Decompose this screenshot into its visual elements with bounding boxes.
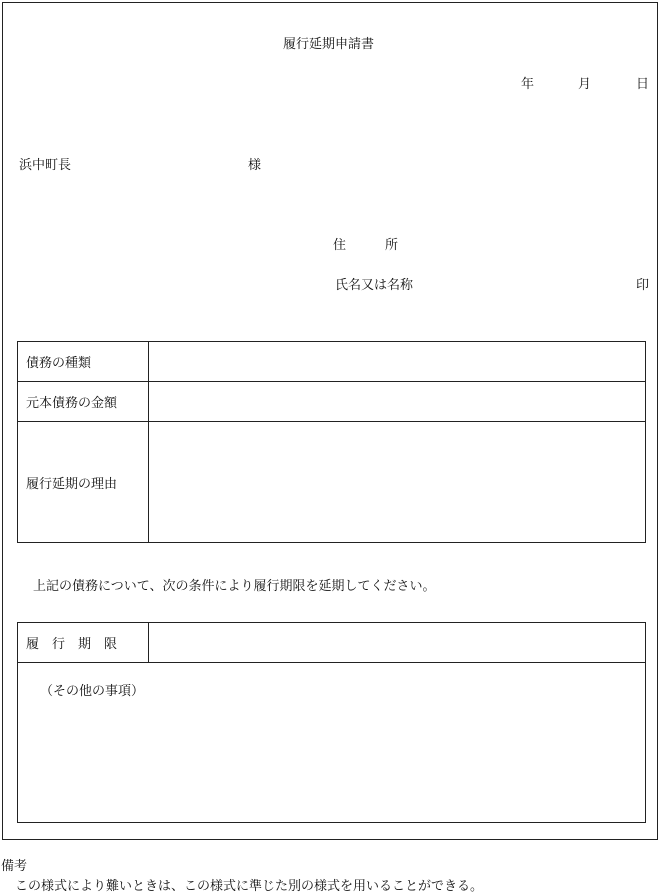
table-row — [18, 382, 646, 422]
deadline-label — [18, 623, 149, 663]
applicant-address-label: 住 所 — [333, 238, 399, 253]
table-row — [18, 663, 646, 823]
debt-info-table — [17, 341, 646, 543]
extension-reason-field[interactable] — [149, 422, 646, 543]
date-day-label: 日 — [636, 77, 650, 92]
principal-amount-field[interactable] — [149, 382, 646, 422]
principal-amount-label: 元本債務の金額 — [18, 382, 149, 422]
other-matters-cell[interactable] — [18, 663, 646, 823]
table-row — [18, 623, 646, 663]
deadline-field[interactable] — [149, 623, 646, 663]
seal-mark: 印 — [636, 278, 650, 293]
notes-text: この様式により難いときは、この様式に準じた別の様式を用いることができる。 — [15, 879, 484, 894]
table-row — [18, 342, 646, 382]
debt-type-field[interactable] — [149, 342, 646, 382]
applicant-name-label: 氏名又は名称 — [335, 278, 414, 293]
request-statement: 上記の債務について、次の条件により履行期限を延期してください。 — [33, 579, 436, 594]
table-row — [18, 422, 646, 543]
document-title: 履行延期申請書 — [283, 37, 375, 52]
date-month-label: 月 — [578, 77, 592, 92]
addressee-name: 浜中町長 — [19, 158, 72, 173]
conditions-table — [17, 622, 646, 823]
date-year-label: 年 — [521, 77, 535, 92]
debt-type-label: 債務の種類 — [18, 342, 149, 382]
deadline-label-text: 履行期限 — [26, 637, 131, 652]
addressee-honorific: 様 — [248, 158, 262, 173]
other-matters-label: （その他の事項） — [40, 684, 145, 699]
extension-reason-label: 履行延期の理由 — [18, 422, 149, 543]
notes-heading: 備考 — [1, 859, 28, 874]
